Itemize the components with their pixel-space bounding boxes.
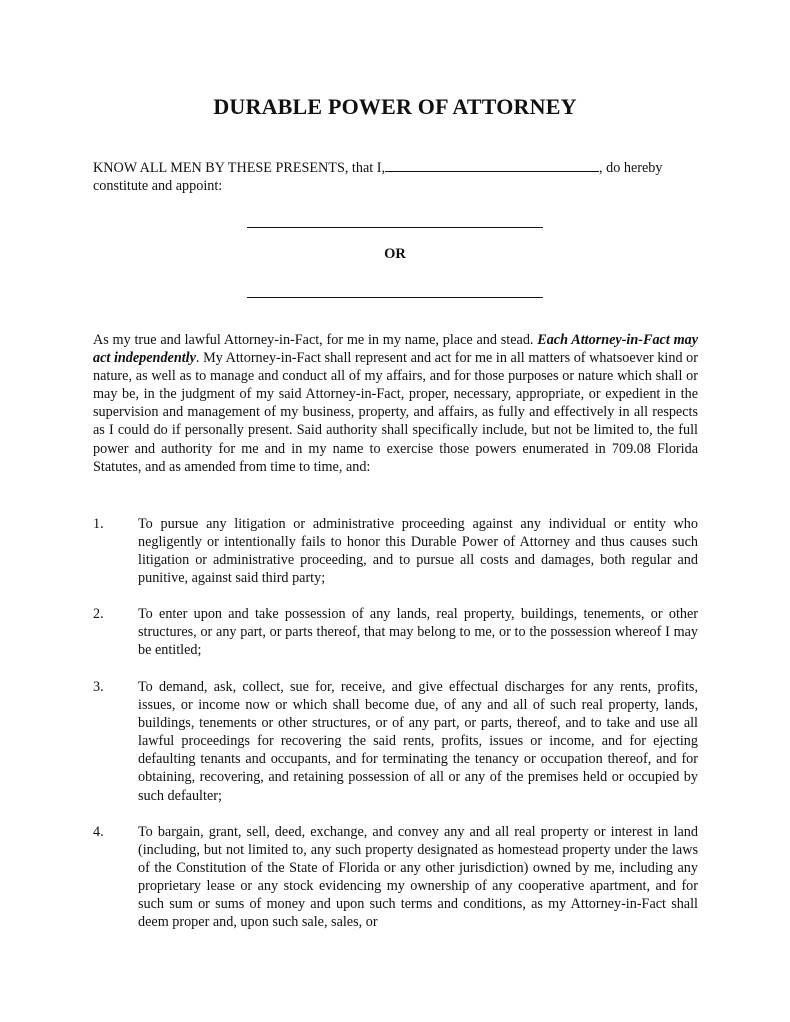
or-label: OR (384, 246, 406, 262)
intro-text-after: , do hereby constitute and appoint: (93, 160, 663, 194)
intro-text-before: KNOW ALL MEN BY THESE PRESENTS, that I, (93, 160, 386, 176)
list-item-text: To demand, ask, collect, sue for, receive, and give effectual discharges for any rents, profits, issues, or income now or which shall become due, of any and all of such real property, lands, buildings, tenements or other structures, or of any part, or parts, thereof, and to take and use all lawful proceedings for recovering the said rents, profits, issues or income, and for ejecting defaulting tenants and occupants, and for terminating the tenancy or occupation thereof, and for obtaining, recovering, and retaining possession of all or any of the premises held or occupied by such defaulter; (138, 679, 698, 804)
list-item-number: 3. (93, 679, 104, 695)
body-emphasis-text: Each Attorney-in-Fact may act independently (93, 332, 698, 367)
list-item-number: 4. (93, 824, 104, 840)
authority-paragraph (93, 331, 698, 476)
attorney-name-line-2[interactable] (247, 297, 543, 298)
list-item-number: 2. (93, 606, 104, 622)
list-item-text: To enter upon and take possession of any lands, real property, buildings, tenements, or other structures, or any part, or parts thereof, that may belong to me, or to the possession whereof I may be entitled; (138, 606, 698, 659)
list-item-text: To bargain, grant, sell, deed, exchange, and convey any and all real property or interest in land (including, but not limited to, any such property designated as homestead property under the laws of the Constitution of the State of Florida or any other jurisdiction) owned by me, including any proprietary lease or any stock evidencing my ownership of any cooperative apartment, and for such sum or sums of money and upon such terms and conditions, as my Attorney-in-Fact shall deem proper and, upon such sale, sales, or (138, 824, 698, 931)
principal-name-blank[interactable] (385, 157, 599, 172)
attorney-name-line-1[interactable] (247, 227, 543, 228)
document-title: DURABLE POWER OF ATTORNEY (213, 94, 577, 119)
list-item-text: To pursue any litigation or administrative proceeding against any individual or entity who negligently or intentionally fails to honor this Durable Power of Attorney and thus causes such litigation or administrative proceeding, and to pursue all costs and damages, both regular and punitive, against said third party; (138, 516, 698, 587)
list-item-number: 1. (93, 516, 104, 532)
intro-paragraph (93, 157, 703, 195)
body-rest-text: . My Attorney-in-Fact shall represent and act for me in all matters of whatsoever kind or nature, as well as to manage and conduct all of my affairs, and for those purposes or nature which shall or may be, in the judgment of my said Attorney-in-Fact, proper, necessary, appropriate, or expedient in the supervision and management of my business, property, and affairs, as fully and effectively in all respects as I could do if personally present. Said authority shall specifically include, but not be limited to, the full power and authority for me and in my name to exercise those powers enumerated in 709.08 Florida Statutes, and as amended from time to time, and: (93, 350, 698, 475)
body-start-text: As my true and lawful Attorney-in-Fact, for me in my name, place and stead. (93, 332, 538, 348)
